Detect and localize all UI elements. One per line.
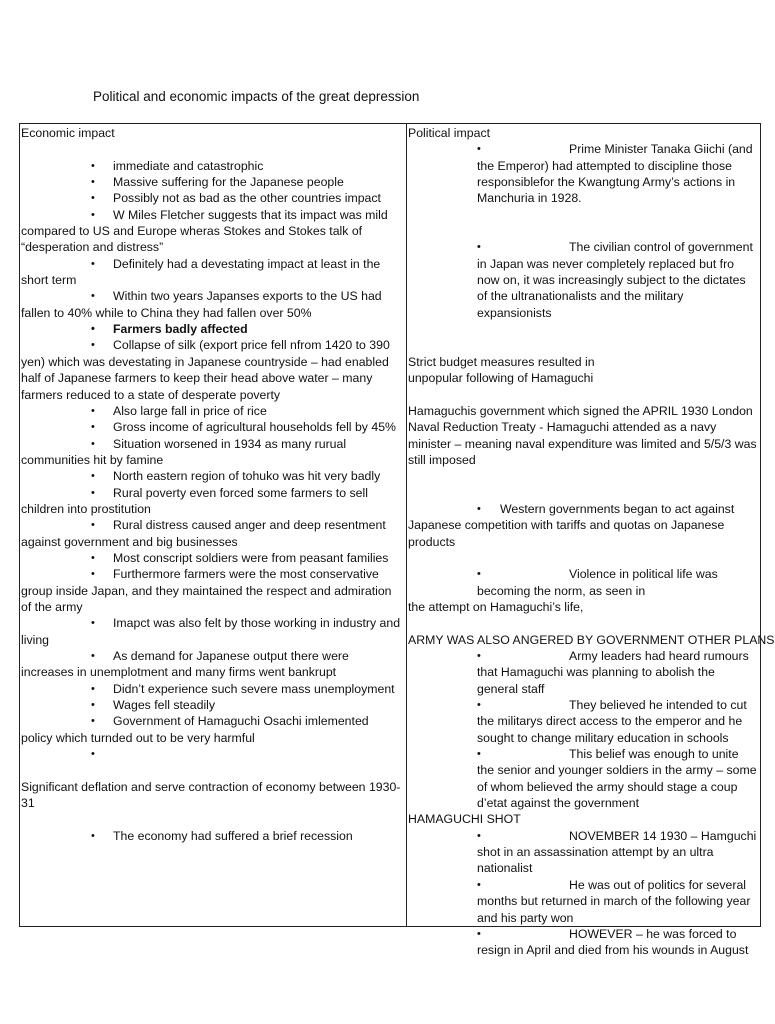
political-bullet-tanaka: • Prime Minister Tanaka Giichi (and the Emperor) had attempted to discipline those responsiblefor the Kwangtung Army’s actions in Manchuria in 1928. <box>408 141 758 206</box>
economic-bullet: • Wages fell steadily <box>21 697 403 713</box>
spacer <box>408 321 758 354</box>
economic-bullet: • Rural poverty even forced some farmers to sell children into prostitution <box>21 485 403 518</box>
economic-bullet: • Within two years Japanses exports to the US had fallen to 40% while to China they had fallen over 50% <box>21 288 403 321</box>
economic-bullet: • Massive suffering for the Japanese people <box>21 174 403 190</box>
political-bullet-western: • Western governments began to act against Japanese competition with tariffs and quotas on Japanese products <box>408 501 758 550</box>
economic-bullet: • immediate and catastrophic <box>21 158 403 174</box>
economic-impact-heading: Economic impact <box>21 126 115 140</box>
economic-bullet: • Most conscript soldiers were from peasant families <box>21 550 403 566</box>
economic-bullet: • W Miles Fletcher suggests that its impact was mild compared to US and Europe wheras Stokes and Stokes talk of “desperation and distress” <box>21 207 403 256</box>
spacer <box>21 762 403 778</box>
political-impact-column <box>407 124 775 958</box>
economic-bullet: • Possibly not as bad as the other countries impact <box>21 190 403 206</box>
spacer <box>21 811 403 827</box>
economic-bullet: • Also large fall in price of rice <box>21 403 403 419</box>
political-bullet-violence: • Violence in political life was becoming the norm, as seen in <box>408 566 758 599</box>
political-impact-heading: Political impact <box>408 126 491 140</box>
spacer <box>408 615 758 631</box>
spacer <box>408 468 758 501</box>
page-title: Political and economic impacts of the great depression <box>93 89 420 104</box>
spacer <box>408 207 758 240</box>
shot-heading: HAMAGUCHI SHOT <box>408 812 521 827</box>
economic-bullet: • Imapct was also felt by those working in industry and living <box>21 615 403 648</box>
army-bullet: • Army leaders had heard rumours that Hamaguchi was planning to abolish the general staff <box>408 648 758 697</box>
economic-bullet: • Rural distress caused anger and deep resentment against government and big businesses <box>21 517 403 550</box>
shot-bullet: • He was out of politics for several months but returned in march of the following year and his party won <box>408 877 758 926</box>
economic-bullet: • Government of Hamaguchi Osachi imlemented policy which turnded out to be very harmful <box>21 713 403 746</box>
attempt-line: the attempt on Hamaguchi’s life, <box>408 599 584 614</box>
economic-bullet: • Didn’t experience such severe mass unemployment <box>21 681 403 697</box>
deflation-paragraph: Significant deflation and serve contraction of economy between 1930-31 <box>21 779 401 811</box>
budget-paragraph: Strict budget measures resulted in unpopular following of Hamaguchi <box>408 354 595 386</box>
political-bullet-civilian: • The civilian control of government in Japan was never completely replaced but fro now on, it was increasingly subject to the dictates of the ultranationalists and the military expansionists <box>408 239 758 321</box>
economic-bullet: • Situation worsened in 1934 as many rurual communities hit by famine <box>21 436 403 469</box>
economic-bullet: • North eastern region of tohuko was hit very badly <box>21 468 403 484</box>
spacer <box>21 141 403 157</box>
army-heading: ARMY WAS ALSO ANGERED BY GOVERNMENT OTHER PLANS <box>408 632 775 647</box>
economic-bullet: • As demand for Japanese output there were increases in unemplotment and many firms went bankrupt <box>21 648 403 681</box>
economic-bullet: • Collapse of silk (export price fell nfrom 1420 to 390 yen) which was devestating in Japanese countryside – had enabled half of Japanese farmers to keep their head above water – many farmers reduced to a state of desperate poverty <box>21 337 403 402</box>
army-bullet: • They believed he intended to cut the militarys direct access to the emperor and he sought to change military education in schools <box>408 697 758 746</box>
economic-bullet: • Definitely had a devestating impact at least in the short term <box>21 256 403 289</box>
spacer <box>408 387 758 403</box>
spacer <box>408 550 758 566</box>
army-bullet: • This belief was enough to unite the senior and younger soldiers in the army – some of whom believed the army should stage a coup d’etat against the government <box>408 746 758 811</box>
empty-bullet <box>21 746 403 762</box>
shot-bullet: • HOWEVER – he was forced to resign in April and died from his wounds in August <box>408 926 758 959</box>
economic-bullet: • Furthermore farmers were the most conservative group inside Japan, and they maintained the respect and admiration of the army <box>21 566 403 615</box>
economic-bullet: • Gross income of agricultural households fell by 45% <box>21 419 403 435</box>
recession-bullet: • The economy had suffered a brief recession <box>21 828 403 844</box>
economic-bullet-farmers: • Farmers badly affected <box>21 321 403 337</box>
economic-impact-column <box>20 124 407 926</box>
shot-bullet: • NOVEMBER 14 1930 – Hamguchi shot in an assassination attempt by an ultra nationalist <box>408 828 758 877</box>
treaty-paragraph: Hamaguchis government which signed the APRIL 1930 London Naval Reduction Treaty - Hamaguchi attended as a navy minister – meaning naval expenditure was limited and 5/5/3 was still imposed <box>408 403 757 467</box>
impacts-table <box>19 123 775 958</box>
